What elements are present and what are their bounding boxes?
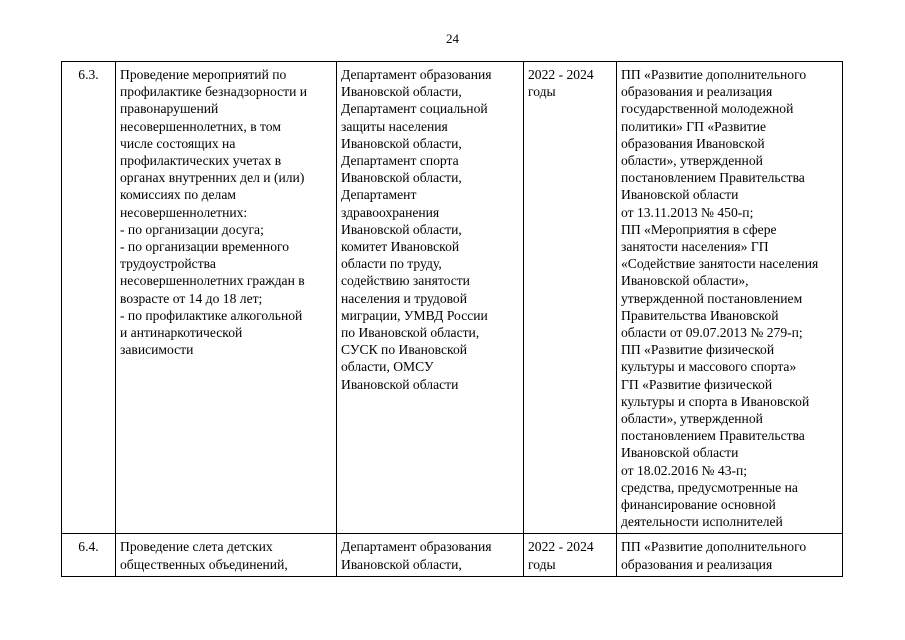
text-line: государственной молодежной: [621, 101, 794, 117]
text-line: Ивановской области,: [341, 84, 462, 100]
text-line: от 18.02.2016 № 43-п;: [621, 462, 748, 478]
text-line: ГП «Развитие физической: [621, 376, 773, 392]
text-line: - по организации досуга;: [120, 221, 264, 237]
text-line: культуры и спорта в Ивановской: [621, 393, 810, 409]
text-line: Департамент образования: [341, 67, 492, 82]
text-line: несовершеннолетних граждан в: [120, 273, 305, 289]
text-line: профилактических учетах в: [120, 153, 282, 169]
text-line: несовершеннолетних, в том: [120, 118, 281, 134]
text-line: Департамент социальной: [341, 101, 488, 117]
text-line: - по организации временного: [120, 239, 290, 255]
text-line: здравоохранения: [341, 204, 440, 220]
text-line: области от 09.07.2013 № 279-п;: [621, 325, 803, 341]
event-cell: [116, 534, 337, 576]
text-line: от 13.11.2013 № 450-п;: [621, 204, 754, 220]
text-line: Проведение мероприятий по: [120, 67, 287, 82]
text-line: зависимости: [120, 342, 194, 358]
executor-cell: [337, 62, 524, 534]
text-line: Ивановской области,: [341, 556, 462, 572]
executor-cell: [337, 534, 524, 576]
text-line: культуры и массового спорта»: [621, 359, 797, 375]
text-line: занятости населения» ГП: [621, 239, 769, 255]
text-line: постановлением Правительства: [621, 428, 805, 444]
text-line: 2022 - 2024: [528, 67, 594, 82]
table-body: [62, 62, 843, 577]
text-line: Проведение слета детских: [120, 539, 273, 555]
text-line: области», утвержденной: [621, 411, 763, 427]
text-line: общественных объединений,: [120, 556, 288, 572]
text-line: Ивановской области,: [341, 170, 462, 186]
text-line: Ивановской области: [621, 187, 739, 203]
text-line: органах внутренних дел и (или): [120, 170, 305, 186]
text-line: числе состоящих на: [120, 135, 236, 151]
text-line: комитет Ивановской: [341, 239, 460, 255]
text-line: постановлением Правительства: [621, 170, 805, 186]
period-cell: [524, 62, 617, 534]
text-line: профилактике безнадзорности и: [120, 84, 308, 100]
text-line: образования Ивановской: [621, 135, 765, 151]
text-line: правонарушений: [120, 101, 219, 117]
text-line: ПП «Развитие физической: [621, 342, 775, 358]
funding-cell: [617, 62, 843, 534]
item-number-cell: 6.4.: [62, 534, 116, 576]
text-line: области по труду,: [341, 256, 442, 272]
text-line: «Содействие занятости населения: [621, 256, 819, 272]
text-line: по Ивановской области,: [341, 325, 480, 341]
text-line: ПП «Развитие дополнительного: [621, 67, 807, 82]
text-line: Департамент: [341, 187, 417, 203]
text-line: миграции, УМВД России: [341, 307, 488, 323]
text-line: ПП «Мероприятия в сфере: [621, 221, 777, 237]
text-line: СУСК по Ивановской: [341, 342, 468, 358]
text-line: возрасте от 14 до 18 лет;: [120, 290, 263, 306]
text-line: - по профилактике алкогольной: [120, 307, 303, 323]
text-line: финансирование основной: [621, 497, 776, 513]
text-line: населения и трудовой: [341, 290, 468, 306]
text-line: политики» ГП «Развитие: [621, 118, 767, 134]
text-line: средства, предусмотренные на: [621, 479, 798, 495]
table-row: [62, 62, 843, 534]
funding-cell: [617, 534, 843, 576]
text-line: комиссиях по делам: [120, 187, 236, 203]
text-line: утвержденной постановлением: [621, 290, 803, 306]
text-line: Правительства Ивановской: [621, 307, 779, 323]
text-line: и антинаркотической: [120, 325, 243, 341]
text-line: Ивановской области,: [341, 221, 462, 237]
text-line: содействию занятости: [341, 273, 470, 289]
text-line: Ивановской области: [621, 445, 739, 461]
item-number-cell: 6.3.: [62, 62, 116, 534]
text-line: Департамент образования: [341, 539, 492, 555]
text-line: образования и реализация: [621, 84, 773, 100]
text-line: Департамент спорта: [341, 153, 459, 169]
text-line: Ивановской области: [341, 376, 459, 392]
table-row: [62, 534, 843, 576]
text-line: Ивановской области,: [341, 135, 462, 151]
text-line: годы: [528, 556, 556, 572]
event-cell: [116, 62, 337, 534]
text-line: несовершеннолетних:: [120, 204, 248, 220]
text-line: трудоустройства: [120, 256, 216, 272]
text-line: 2022 - 2024: [528, 539, 594, 555]
text-line: защиты населения: [341, 118, 448, 134]
text-line: образования и реализация: [621, 556, 773, 572]
page-number: 24: [446, 31, 459, 46]
text-line: деятельности исполнителей: [621, 514, 783, 530]
text-line: области», утвержденной: [621, 153, 763, 169]
measures-table: [61, 61, 843, 577]
period-cell: [524, 534, 617, 576]
text-line: ПП «Развитие дополнительного: [621, 539, 807, 555]
text-line: Ивановской области»,: [621, 273, 749, 289]
text-line: годы: [528, 84, 556, 100]
text-line: области, ОМСУ: [341, 359, 434, 375]
